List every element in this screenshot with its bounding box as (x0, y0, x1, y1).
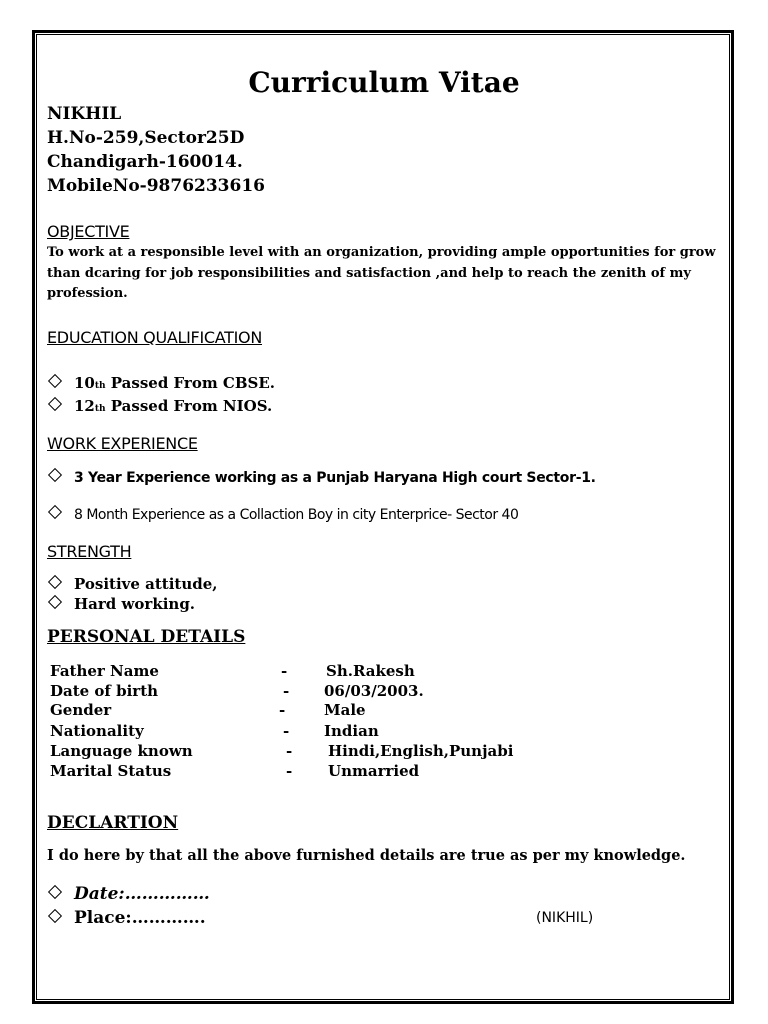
detail-separator: - (283, 682, 290, 700)
declaration-text: I do here by that all the above furnished details are true as per my knowledge. (47, 847, 686, 864)
detail-separator: - (281, 662, 288, 680)
detail-label: Marital Status (50, 762, 172, 780)
diamond-bullet-icon (48, 885, 62, 899)
diamond-bullet-icon (48, 575, 62, 589)
diamond-bullet-icon (48, 397, 62, 411)
document-title: Curriculum Vitae (248, 66, 520, 99)
strength-item: Positive attitude, (47, 575, 218, 593)
detail-value: 06/03/2003. (324, 682, 424, 700)
education-heading: EDUCATION QUALIFICATION (47, 328, 262, 347)
detail-value: Indian (324, 722, 379, 740)
address-line-2: Chandigarh-160014. (47, 152, 243, 172)
signature-name: (NIKHIL) (536, 910, 594, 926)
diamond-bullet-icon (48, 909, 62, 923)
detail-label: Gender (50, 701, 112, 719)
detail-value: Unmarried (328, 762, 420, 780)
strength-item: Hard working. (47, 595, 195, 613)
detail-value: Sh.Rakesh (326, 662, 415, 680)
detail-separator: - (286, 742, 293, 760)
place-line: Place:…………. (47, 908, 206, 928)
work-item: 3 Year Experience working as a Punjab Haryana High court Sector-1. (47, 470, 596, 486)
diamond-bullet-icon (48, 505, 62, 519)
education-item: 12 th Passed From NIOS. (47, 397, 272, 415)
detail-label: Date of birth (50, 682, 159, 700)
personal-details-heading: PERSONAL DETAILS (47, 627, 246, 647)
detail-separator: - (279, 701, 286, 719)
address-line-1: H.No-259,Sector25D (47, 128, 245, 148)
detail-separator: - (283, 722, 290, 740)
detail-value: Male (324, 701, 366, 719)
detail-value: Hindi,English,Punjabi (328, 742, 514, 760)
detail-label: Language known (50, 742, 193, 760)
declaration-heading: DECLARTION (47, 813, 179, 833)
diamond-bullet-icon (48, 468, 62, 482)
diamond-bullet-icon (48, 374, 62, 388)
objective-heading: OBJECTIVE (47, 222, 130, 241)
detail-label: Father Name (50, 662, 159, 680)
detail-separator: - (286, 762, 293, 780)
diamond-bullet-icon (48, 595, 62, 609)
work-experience-heading: WORK EXPERIENCE (47, 434, 198, 453)
mobile-number: MobileNo-9876233616 (47, 176, 265, 196)
detail-label: Nationality (50, 722, 144, 740)
objective-text: To work at a responsible level with an organization, providing ample opportunities for grow than dcaring for job responsibilities and satisfaction ,and help to reach the zenith of my profession. (47, 245, 716, 301)
education-item: 10 th Passed From CBSE. (47, 374, 275, 392)
strength-heading: STRENGTH (47, 542, 132, 561)
date-line: Date:…………… (47, 884, 210, 904)
work-item: 8 Month Experience as a Collaction Boy in city Enterprice- Sector 40 (47, 507, 518, 523)
candidate-name: NIKHIL (47, 104, 122, 124)
